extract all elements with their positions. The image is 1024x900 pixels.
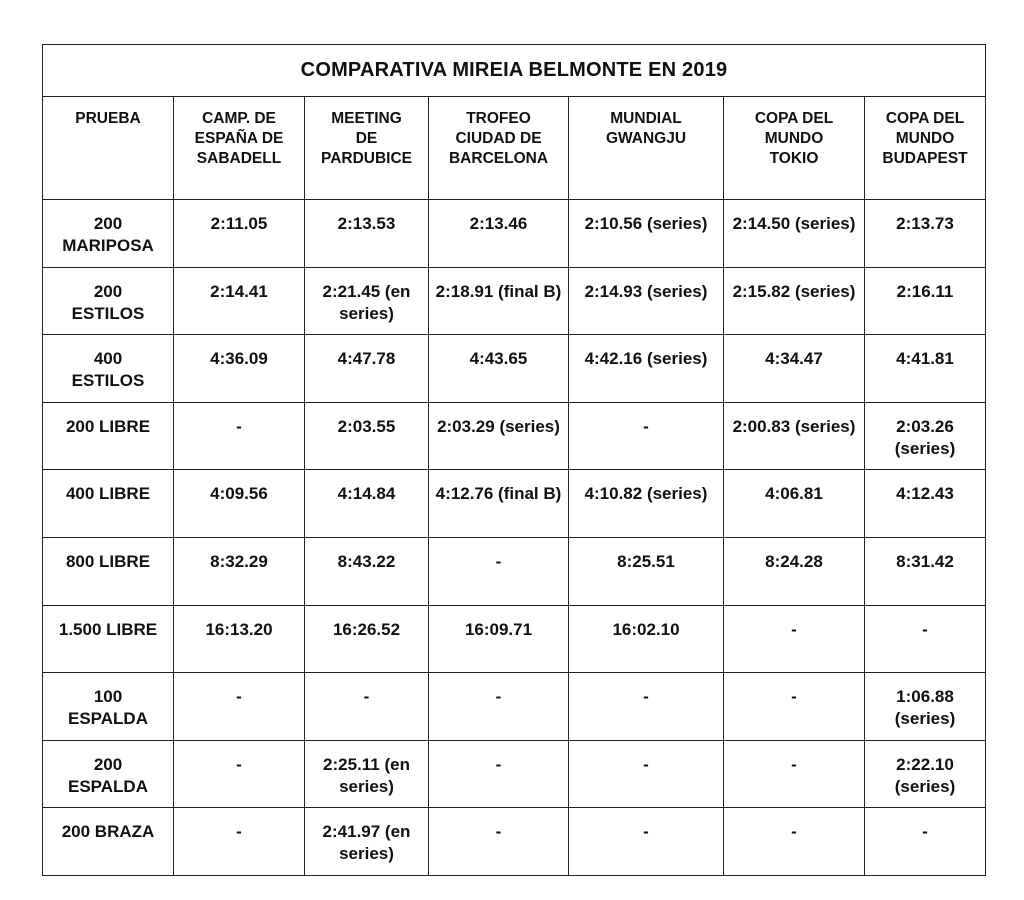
time-cell: [865, 267, 986, 335]
time-cell: [865, 537, 986, 605]
header-row: [43, 97, 986, 200]
event-cell: [43, 605, 174, 673]
time-cell: [569, 740, 724, 808]
header-label: TROFEO CIUDAD DE BARCELONA: [448, 110, 549, 167]
time-value: 4:41.81: [896, 349, 954, 369]
time-value: 8:43.22: [337, 551, 396, 571]
header-prueba: [43, 97, 174, 200]
event-cell: [43, 267, 174, 335]
event-cell: [43, 673, 174, 741]
event-label: 200 BRAZA: [61, 822, 155, 842]
time-cell: [429, 335, 569, 403]
time-value: -: [363, 687, 370, 707]
event-label: 100 ESPALDA: [68, 687, 148, 729]
time-value: 4:06.81: [765, 484, 823, 504]
time-cell: [724, 470, 865, 538]
event-label: 200 LIBRE: [65, 416, 151, 436]
time-value: 2:15.82 (series): [732, 281, 856, 301]
time-cell: [724, 537, 865, 605]
table-row: [43, 200, 986, 268]
time-value: -: [236, 822, 242, 842]
event-cell: [43, 808, 174, 876]
time-value: 2:03.55: [337, 416, 396, 436]
time-value: 2:03.26 (series): [894, 416, 956, 458]
event-cell: [43, 537, 174, 605]
time-cell: [429, 470, 569, 538]
header-tokio: [724, 97, 865, 200]
time-cell: [865, 673, 986, 741]
time-value: 2:14.93 (series): [584, 281, 708, 301]
time-cell: [174, 470, 305, 538]
time-cell: [569, 605, 724, 673]
time-value: 4:10.82 (series): [584, 484, 708, 504]
table-row: [43, 537, 986, 605]
time-value: -: [791, 822, 797, 842]
time-value: 2:13.73: [896, 214, 954, 233]
header-gwangju: [569, 97, 724, 200]
time-cell: [305, 605, 429, 673]
time-cell: [569, 267, 724, 335]
time-value: -: [495, 687, 502, 707]
time-value: 16:09.71: [464, 619, 533, 639]
time-cell: [429, 402, 569, 470]
table-body: [43, 200, 986, 876]
event-label: 800 LIBRE: [65, 551, 151, 571]
time-value: 4:42.16 (series): [584, 349, 708, 369]
time-value: 4:43.65: [469, 349, 528, 369]
header-barcelona: [429, 97, 569, 200]
time-value: 2:14.41: [210, 281, 268, 301]
time-value: 4:12.76 (final B): [435, 484, 562, 504]
time-value: -: [495, 551, 502, 571]
time-cell: [429, 537, 569, 605]
time-cell: [569, 537, 724, 605]
header-label: COPA DEL MUNDO TOKIO: [754, 110, 834, 167]
time-value: -: [643, 416, 649, 436]
event-label: 200 ESTILOS: [71, 281, 145, 323]
time-cell: [174, 673, 305, 741]
time-cell: [174, 605, 305, 673]
time-cell: [305, 200, 429, 268]
time-cell: [724, 808, 865, 876]
time-value: 8:24.28: [765, 551, 823, 571]
time-value: 2:16.11: [896, 281, 954, 301]
time-cell: [724, 605, 865, 673]
header-label: MEETING DE PARDUBICE: [321, 110, 412, 167]
time-value: 2:25.11 (en series): [323, 754, 410, 796]
time-cell: [724, 267, 865, 335]
time-value: 16:26.52: [332, 619, 401, 639]
header-pardubice: [305, 97, 429, 200]
time-value: 2:41.97 (en series): [322, 822, 411, 864]
time-cell: [724, 673, 865, 741]
time-cell: [174, 267, 305, 335]
time-value: 16:02.10: [612, 619, 680, 639]
time-cell: [569, 673, 724, 741]
time-value: -: [922, 822, 928, 842]
time-value: -: [643, 687, 649, 707]
time-cell: [305, 537, 429, 605]
time-cell: [305, 402, 429, 470]
event-cell: [43, 402, 174, 470]
time-cell: [305, 335, 429, 403]
time-value: -: [643, 822, 649, 842]
table-row: [43, 605, 986, 673]
time-value: 4:47.78: [337, 349, 396, 369]
time-cell: [724, 402, 865, 470]
event-cell: [43, 470, 174, 538]
time-value: 1:06.88 (series): [894, 687, 956, 729]
time-cell: [569, 402, 724, 470]
time-value: 2:18.91 (final B): [435, 281, 562, 301]
time-value: 16:13.20: [205, 619, 273, 639]
time-cell: [174, 200, 305, 268]
time-value: -: [922, 619, 928, 639]
time-value: -: [643, 754, 649, 774]
time-cell: [865, 740, 986, 808]
time-cell: [305, 470, 429, 538]
time-cell: [865, 808, 986, 876]
time-cell: [174, 335, 305, 403]
time-value: 2:13.46: [469, 214, 528, 233]
table-row: [43, 673, 986, 741]
header-budapest: [865, 97, 986, 200]
time-cell: [305, 673, 429, 741]
time-cell: [569, 335, 724, 403]
time-value: -: [236, 687, 242, 707]
time-value: -: [791, 754, 797, 774]
time-value: 8:32.29: [210, 551, 268, 571]
time-value: 2:10.56 (series): [584, 214, 708, 233]
time-cell: [174, 808, 305, 876]
table-row: [43, 740, 986, 808]
time-value: 4:14.84: [337, 484, 396, 504]
event-cell: [43, 335, 174, 403]
time-value: 2:03.29 (series): [437, 416, 560, 436]
time-cell: [429, 673, 569, 741]
time-value: 2:00.83 (series): [732, 416, 856, 436]
event-label: 200 ESPALDA: [68, 754, 148, 796]
time-value: 2:22.10 (series): [894, 754, 956, 796]
event-cell: [43, 200, 174, 268]
time-value: -: [495, 822, 502, 842]
time-cell: [429, 267, 569, 335]
time-value: -: [791, 687, 797, 707]
time-cell: [569, 200, 724, 268]
time-value: 2:14.50 (series): [732, 214, 856, 233]
time-cell: [865, 470, 986, 538]
time-cell: [429, 808, 569, 876]
time-value: 2:13.53: [337, 214, 396, 233]
table-row: [43, 267, 986, 335]
time-value: 4:09.56: [210, 484, 268, 504]
time-cell: [305, 267, 429, 335]
time-cell: [174, 537, 305, 605]
time-value: 2:11.05: [210, 214, 268, 233]
time-cell: [865, 402, 986, 470]
header-sabadell: [174, 97, 305, 200]
time-value: 2:21.45 (en series): [322, 281, 411, 323]
time-value: -: [495, 754, 502, 774]
table-row: [43, 402, 986, 470]
event-label: 200 MARIPOSA: [62, 214, 154, 255]
table-row: [43, 470, 986, 538]
time-cell: [865, 605, 986, 673]
title-row: [43, 45, 986, 97]
time-cell: [724, 335, 865, 403]
time-value: 8:25.51: [617, 551, 675, 571]
time-cell: [724, 200, 865, 268]
time-cell: [174, 740, 305, 808]
time-value: 8:31.42: [896, 551, 954, 571]
event-label: 400 LIBRE: [65, 484, 151, 504]
time-value: 4:36.09: [210, 349, 268, 369]
comparison-table: [42, 44, 986, 876]
time-value: -: [236, 754, 242, 774]
time-cell: [865, 335, 986, 403]
event-label: 400 ESTILOS: [71, 349, 145, 391]
header-label: COPA DEL MUNDO BUDAPEST: [882, 110, 968, 167]
header-label: PRUEBA: [75, 110, 141, 127]
time-cell: [174, 402, 305, 470]
table-row: [43, 808, 986, 876]
event-cell: [43, 740, 174, 808]
event-label: 1.500 LIBRE: [58, 619, 158, 639]
time-value: -: [236, 416, 242, 436]
header-label: CAMP. DE ESPAÑA DE SABADELL: [194, 110, 284, 167]
time-cell: [569, 470, 724, 538]
time-cell: [724, 740, 865, 808]
time-cell: [569, 808, 724, 876]
table-row: [43, 335, 986, 403]
time-value: 4:12.43: [896, 484, 954, 504]
header-label: MUNDIAL GWANGJU: [605, 110, 687, 147]
table-title: COMPARATIVA MIREIA BELMONTE EN 2019: [43, 45, 986, 97]
time-cell: [429, 605, 569, 673]
time-cell: [429, 200, 569, 268]
time-cell: [305, 808, 429, 876]
time-cell: [305, 740, 429, 808]
time-value: 4:34.47: [765, 349, 823, 369]
time-cell: [865, 200, 986, 268]
time-value: -: [791, 619, 797, 639]
time-cell: [429, 740, 569, 808]
